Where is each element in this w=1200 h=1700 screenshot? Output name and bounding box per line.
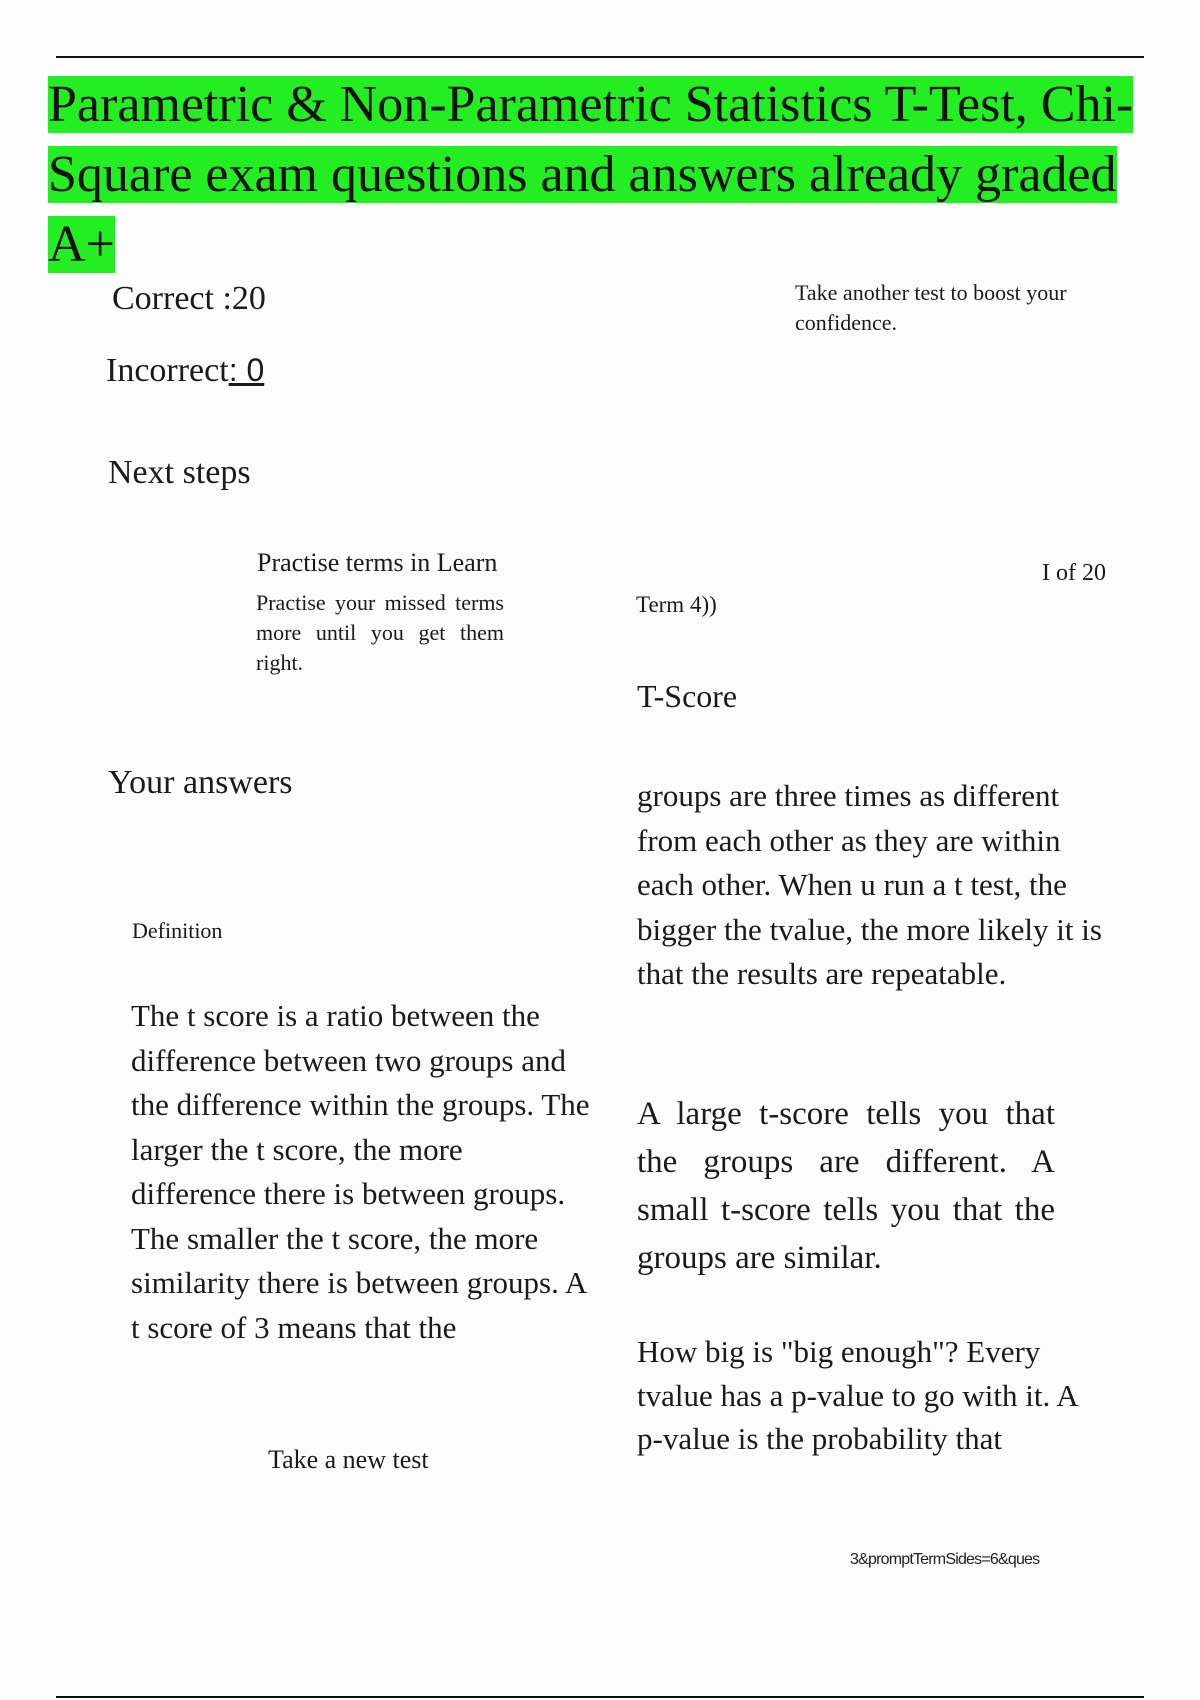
next-steps-heading: Next steps [108,454,251,491]
top-rule [56,56,1144,58]
bottom-rule [56,1696,1144,1698]
answer-paragraph-1: groups are three times as different from each other as they are within each other. When u run a t test, the bigger the tvalue, the more likely it is that the results are repeatable. [637,778,1102,991]
definition-label: Definition [132,918,223,943]
term-label: Term 4)) [636,592,717,617]
incorrect-score [106,352,264,390]
answer-paragraph-2: A large t-score tells you that the groups are different. A small t-score tells you that the groups are similar. [637,1096,1055,1276]
document-title [48,70,1158,280]
term-heading: T-Score [637,678,738,714]
answer-paragraph-3: How big is "big enough"? Every tvalue has a p-value to go with it. A p-value is the probability that [637,1334,1077,1456]
boost-confidence-text: Take another test to boost your confidence. [795,280,1067,335]
correct-score: Correct :20 [112,280,266,317]
url-fragment: 3&promptTermSides=6&ques [850,1551,1040,1568]
incorrect-label: Incorrect [106,352,229,389]
definition-text: The t score is a ratio between the difference between two groups and the difference within the groups. The larger the t score, the more difference there is between groups. The smaller the t score, the more similarity there is between groups. A t score of 3 means that the [131,998,590,1345]
incorrect-value: : 0 [228,352,265,388]
question-counter: I of 20 [1042,560,1106,586]
practise-terms-description: Practise your missed terms more until you get them right. [256,590,504,675]
practise-terms-link[interactable]: Practise terms in Learn [257,548,498,577]
take-new-test-button[interactable]: Take a new test [268,1445,429,1474]
your-answers-heading: Your answers [108,764,293,801]
title-highlight: Parametric & Non-Parametric Statistics T-Test, Chi-Square exam questions and answers already graded A+ [48,76,1134,273]
